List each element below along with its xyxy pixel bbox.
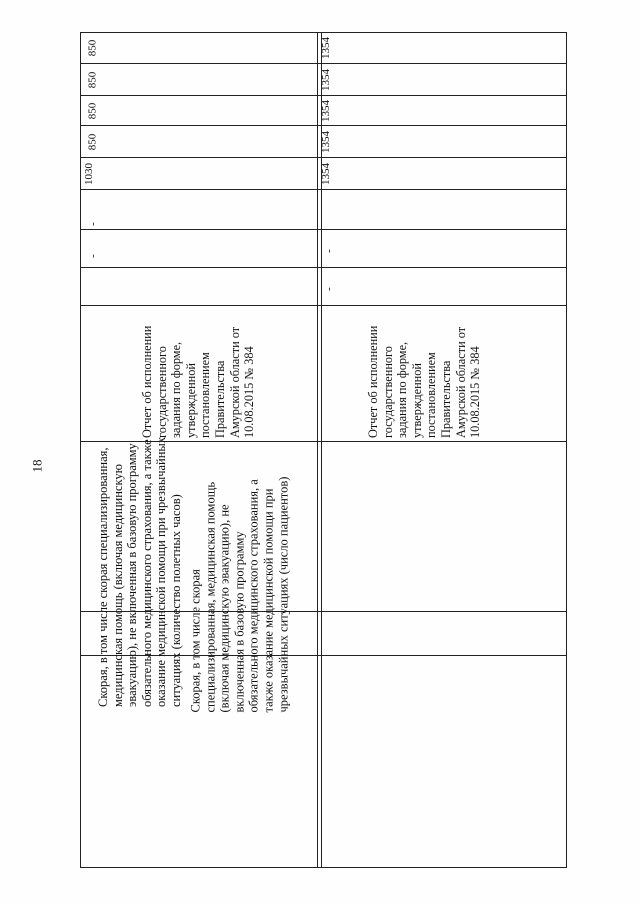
row1-dash-b: - [86,222,99,226]
row2-value-2: 1354 [320,131,332,153]
row1-value-3: 850 [86,102,99,120]
column-divider [81,63,566,64]
row1-value-1: 1030 [83,163,95,185]
row-divider [321,33,322,867]
row2-value-5: 1354 [320,37,332,59]
row2-value-1: 1354 [320,163,332,185]
column-divider [81,229,566,230]
row1-description: Скорая, в том числе скорая специализированная, медицинская помощь (включая медицинскую эвакуацию), не включенная в базовую программу обязательного медицинского страхования, а также оказание медицинской помощи при чрезвычайных ситуациях (количество полетных часов) [96,436,183,707]
row1-value-2: 850 [86,133,99,151]
column-divider [81,157,566,158]
row1-dash-a: - [86,254,99,258]
row2-value-3: 1354 [320,100,332,122]
column-divider [81,125,566,126]
column-divider [81,305,566,306]
row1-value-4: 850 [86,71,99,89]
row2-dash-a: - [322,287,335,291]
row2-source: Отчет об исполнении государственного задания по форме, утвержденной постановлением Правительства Амурской области от 10.08.2015 № 384 [366,325,483,438]
column-divider [81,95,566,96]
row2-value-4: 1354 [320,69,332,91]
document-table [80,32,567,868]
column-divider [81,189,566,190]
row1-value-5: 850 [86,39,99,57]
row1-source: Отчет об исполнении государственного задания по форме, утвержденной постановлением Правительства Амурской области от 10.08.2015 № 384 [140,325,257,438]
row2-dash-b: - [322,249,335,253]
page-number: 18 [29,459,45,473]
column-divider [81,267,566,268]
row2-description: Скорая, в том числе скорая специализированная, медицинская помощь (включая медицинскую эвакуацию), не включенная в базовую программу обязательного медицинского страхования, а также оказание медицинской помощи при чрезвычайных ситуациях (число пациентов) [188,476,291,713]
row-divider [317,33,318,867]
